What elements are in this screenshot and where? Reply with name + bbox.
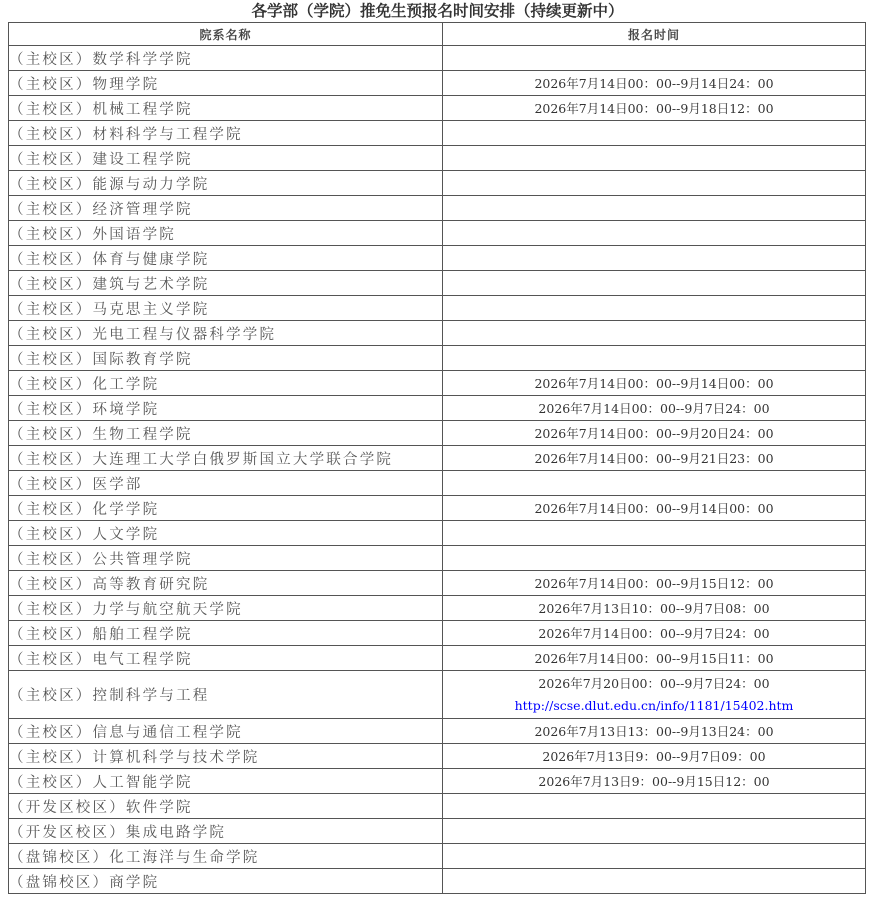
registration-time: 2026年7月14日00：00--9月21日23：00 — [443, 446, 866, 471]
table-row — [9, 171, 866, 196]
department-name: （主校区）高等教育研究院 — [9, 571, 443, 596]
table-header-row — [9, 23, 866, 46]
table-row — [9, 271, 866, 296]
department-name: （主校区）数学科学学院 — [9, 46, 443, 71]
registration-time: 2026年7月14日00：00--9月18日12：00 — [443, 96, 866, 121]
department-name: （主校区）化工学院 — [9, 371, 443, 396]
info-link[interactable]: http://scse.dlut.edu.cn/info/1181/15402.htm — [514, 697, 794, 713]
registration-time — [443, 271, 866, 296]
table-row — [9, 869, 866, 894]
department-name: （主校区）计算机科学与技术学院 — [9, 744, 443, 769]
table-row — [9, 819, 866, 844]
table-row — [9, 671, 866, 719]
table-row — [9, 71, 866, 96]
registration-time — [443, 321, 866, 346]
table-row — [9, 719, 866, 744]
registration-time — [443, 121, 866, 146]
registration-time: 2026年7月13日13：00--9月13日24：00 — [443, 719, 866, 744]
department-name: （主校区）信息与通信工程学院 — [9, 719, 443, 744]
table-row — [9, 646, 866, 671]
department-name: （主校区）医学部 — [9, 471, 443, 496]
column-header-registration-time: 报名时间 — [443, 23, 866, 46]
registration-time: 2026年7月14日00：00--9月14日24：00 — [443, 71, 866, 96]
department-name: （主校区）建筑与艺术学院 — [9, 271, 443, 296]
registration-time — [443, 546, 866, 571]
department-name: （主校区）人工智能学院 — [9, 769, 443, 794]
department-name: （主校区）经济管理学院 — [9, 196, 443, 221]
registration-time: 2026年7月14日00：00--9月14日00：00 — [443, 496, 866, 521]
table-row — [9, 471, 866, 496]
department-name: （主校区）环境学院 — [9, 396, 443, 421]
table-row — [9, 769, 866, 794]
table-row — [9, 621, 866, 646]
registration-time: 2026年7月14日00：00--9月15日12：00 — [443, 571, 866, 596]
table-row — [9, 521, 866, 546]
department-name: （主校区）光电工程与仪器科学学院 — [9, 321, 443, 346]
table-row — [9, 121, 866, 146]
table-row — [9, 296, 866, 321]
registration-time — [443, 171, 866, 196]
registration-time — [443, 844, 866, 869]
registration-time — [443, 221, 866, 246]
registration-time — [443, 296, 866, 321]
registration-time: 2026年7月14日00：00--9月15日11：00 — [443, 646, 866, 671]
column-header-department: 院系名称 — [9, 23, 443, 46]
department-name: （主校区）马克思主义学院 — [9, 296, 443, 321]
department-name: （主校区）物理学院 — [9, 71, 443, 96]
table-row — [9, 421, 866, 446]
registration-time — [443, 246, 866, 271]
table-row — [9, 496, 866, 521]
registration-time — [443, 146, 866, 171]
department-name: （主校区）机械工程学院 — [9, 96, 443, 121]
registration-time: 2026年7月13日10：00--9月7日08：00 — [443, 596, 866, 621]
department-name: （主校区）生物工程学院 — [9, 421, 443, 446]
department-name: （主校区）材料科学与工程学院 — [9, 121, 443, 146]
table-row — [9, 546, 866, 571]
registration-time-text: 2026年7月20日00：00--9月7日24：00 — [538, 675, 770, 691]
registration-time — [443, 46, 866, 71]
table-row — [9, 246, 866, 271]
department-name: （主校区）电气工程学院 — [9, 646, 443, 671]
table-row — [9, 596, 866, 621]
department-name: （主校区）能源与动力学院 — [9, 171, 443, 196]
table-row — [9, 371, 866, 396]
registration-time — [443, 196, 866, 221]
registration-time — [443, 346, 866, 371]
registration-time — [443, 471, 866, 496]
department-name: （主校区）公共管理学院 — [9, 546, 443, 571]
registration-time: 2026年7月14日00：00--9月14日00：00 — [443, 371, 866, 396]
department-name: （盘锦校区）商学院 — [9, 869, 443, 894]
department-name: （主校区）船舶工程学院 — [9, 621, 443, 646]
registration-time — [443, 869, 866, 894]
registration-time — [443, 521, 866, 546]
registration-time: 2026年7月13日9：00--9月15日12：00 — [443, 769, 866, 794]
department-name: （主校区）大连理工大学白俄罗斯国立大学联合学院 — [9, 446, 443, 471]
table-row — [9, 571, 866, 596]
registration-time: 2026年7月14日00：00--9月7日24：00 — [443, 396, 866, 421]
table-row — [9, 146, 866, 171]
page-title: 各学部（学院）推免生预报名时间安排（持续更新中） — [251, 2, 624, 20]
department-name: （开发区校区）软件学院 — [9, 794, 443, 819]
table-row — [9, 446, 866, 471]
table-row — [9, 744, 866, 769]
department-name: （主校区）外国语学院 — [9, 221, 443, 246]
registration-schedule-table — [8, 22, 866, 894]
department-name: （主校区）力学与航空航天学院 — [9, 596, 443, 621]
table-row — [9, 221, 866, 246]
department-name: （盘锦校区）化工海洋与生命学院 — [9, 844, 443, 869]
table-row — [9, 96, 866, 121]
table-row — [9, 321, 866, 346]
table-row — [9, 844, 866, 869]
department-name: （主校区）控制科学与工程 — [9, 671, 443, 719]
table-row — [9, 46, 866, 71]
department-name: （主校区）人文学院 — [9, 521, 443, 546]
department-name: （主校区）体育与健康学院 — [9, 246, 443, 271]
registration-time: 2026年7月14日00：00--9月7日24：00 — [443, 621, 866, 646]
registration-time: 2026年7月13日9：00--9月7日09：00 — [443, 744, 866, 769]
registration-time — [443, 819, 866, 844]
department-name: （主校区）化学学院 — [9, 496, 443, 521]
registration-time: 2026年7月14日00：00--9月20日24：00 — [443, 421, 866, 446]
department-name: （主校区）建设工程学院 — [9, 146, 443, 171]
department-name: （主校区）国际教育学院 — [9, 346, 443, 371]
department-name: （开发区校区）集成电路学院 — [9, 819, 443, 844]
registration-time — [443, 794, 866, 819]
table-row — [9, 346, 866, 371]
table-row — [9, 396, 866, 421]
table-row — [9, 196, 866, 221]
registration-time — [443, 671, 866, 719]
table-row — [9, 794, 866, 819]
